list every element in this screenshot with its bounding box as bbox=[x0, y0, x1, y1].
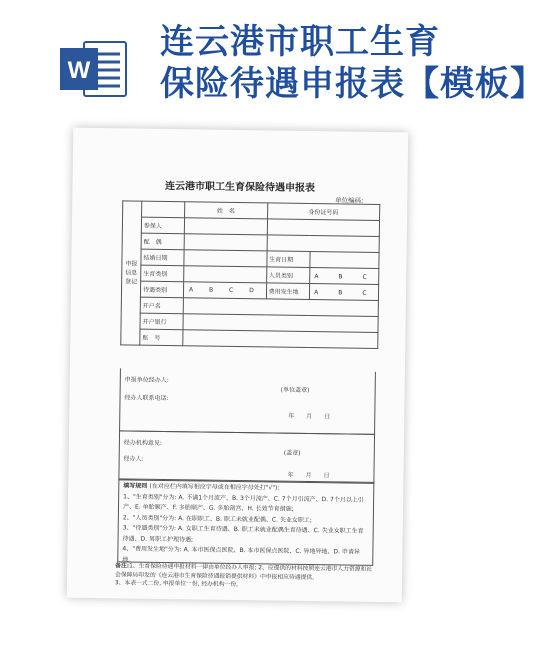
header-banner bbox=[0, 0, 545, 120]
unit-person-label: 申报单位经办人: bbox=[124, 376, 169, 385]
notes bbox=[115, 562, 377, 591]
unit-section bbox=[119, 368, 376, 435]
side-label: 申报信息登记 bbox=[121, 201, 142, 345]
unit-seal-label: (单位盖章) bbox=[280, 386, 310, 395]
bank-label: 开户银行 bbox=[140, 313, 183, 330]
cost-place-label: 费用发生地 bbox=[266, 283, 309, 300]
form-title: 连云港市职工生育保险待遇申报表 bbox=[164, 180, 316, 195]
notes-heading: 备注: bbox=[115, 563, 130, 570]
person-type-options[interactable]: A B C bbox=[309, 267, 379, 284]
spouse-name-field[interactable] bbox=[184, 234, 267, 251]
agency-handler-label: 经办人: bbox=[123, 455, 144, 463]
treatment-type-options[interactable]: A B C D bbox=[183, 282, 266, 299]
marriage-date-label: 结婚日期 bbox=[141, 249, 184, 266]
insured-name-field[interactable] bbox=[184, 218, 267, 235]
spouse-id-field[interactable] bbox=[267, 235, 380, 253]
rule-4: 4、"费用发生地"分为: A. 本市医保点医院、B. 本市医保点医院、C. 异地异地、D. 申请异地。 bbox=[122, 545, 360, 564]
spouse-label: 配 偶 bbox=[141, 233, 184, 250]
form-paper bbox=[67, 128, 409, 603]
svg-text:W: W bbox=[67, 57, 91, 84]
agency-date: 年 月 日 bbox=[287, 471, 330, 480]
marriage-date-field[interactable] bbox=[184, 250, 267, 267]
agency-opinion-label: 经办机构意见: bbox=[123, 439, 162, 447]
note-2: 3、本表一式二份, 申报单位一份, 经办机构一份。 bbox=[114, 580, 242, 589]
birth-date-field[interactable] bbox=[310, 251, 380, 268]
doc-title-line-1: 连云港市职工生育 bbox=[160, 22, 440, 62]
account-name-label: 开户名 bbox=[140, 297, 183, 314]
treatment-type-label: 待遇类别 bbox=[140, 281, 183, 298]
rules-heading: 填写规则 (在对应栏内填写相应字母或在相应字母处打"√"): bbox=[123, 482, 280, 492]
account-no-label: 账 号 bbox=[140, 329, 183, 346]
word-icon bbox=[58, 40, 128, 98]
account-no-field[interactable] bbox=[183, 330, 378, 349]
doc-title-line-2: 保险待遇申报表【模板】 bbox=[160, 64, 545, 104]
unit-date: 年 月 日 bbox=[288, 412, 331, 421]
agency-section bbox=[118, 430, 375, 484]
rule-2: 2、"人员类别"分为: A. 在职职工、B. 职工未就业配偶、C. 失业女职工; bbox=[122, 513, 312, 524]
birth-type-field[interactable] bbox=[184, 266, 267, 283]
rule-3: 3、"待遇类别"分为: A. 女职工生育待遇、B. 职工未就业配偶生育待遇、C. 失业女职工生育待遇、D. 男职工护理待遇; bbox=[122, 524, 364, 543]
contact-phone-label: 经办人联系电话: bbox=[124, 394, 169, 403]
id-header: 身份证号码 bbox=[267, 203, 380, 221]
person-type-label: 人员类别 bbox=[266, 267, 309, 284]
note-1: 1、生育保险待遇申报材料一律由单位经办人申报; 2、应提供的材料按照连云港市人力资源和社会保障局印发的《连云港市生育保险待遇报销提供材料》中申报相应待遇提供。 bbox=[115, 563, 373, 581]
cost-place-options[interactable]: A B C bbox=[309, 283, 379, 300]
registration-table bbox=[120, 200, 380, 349]
agency-seal-label: (盖章) bbox=[283, 449, 301, 457]
name-header: 姓 名 bbox=[185, 202, 268, 219]
birth-type-label: 生育类别 bbox=[141, 265, 184, 282]
insured-id-field[interactable] bbox=[267, 219, 380, 237]
unit-code-label: 单位编码: bbox=[335, 196, 364, 205]
rules-section bbox=[117, 478, 374, 566]
rule-1: 1、"生育类别"分为: A. 不满1个月流产、B. 3个月流产、C. 7个月引流产、D. 7个月以上引产、E. 单胎顺产、F. 多胎顺产、G. 多胎剖宫、H. 长效节育措施; bbox=[122, 492, 364, 513]
birth-date-label: 生育日期 bbox=[267, 251, 310, 268]
insured-label: 参保人 bbox=[141, 217, 184, 234]
